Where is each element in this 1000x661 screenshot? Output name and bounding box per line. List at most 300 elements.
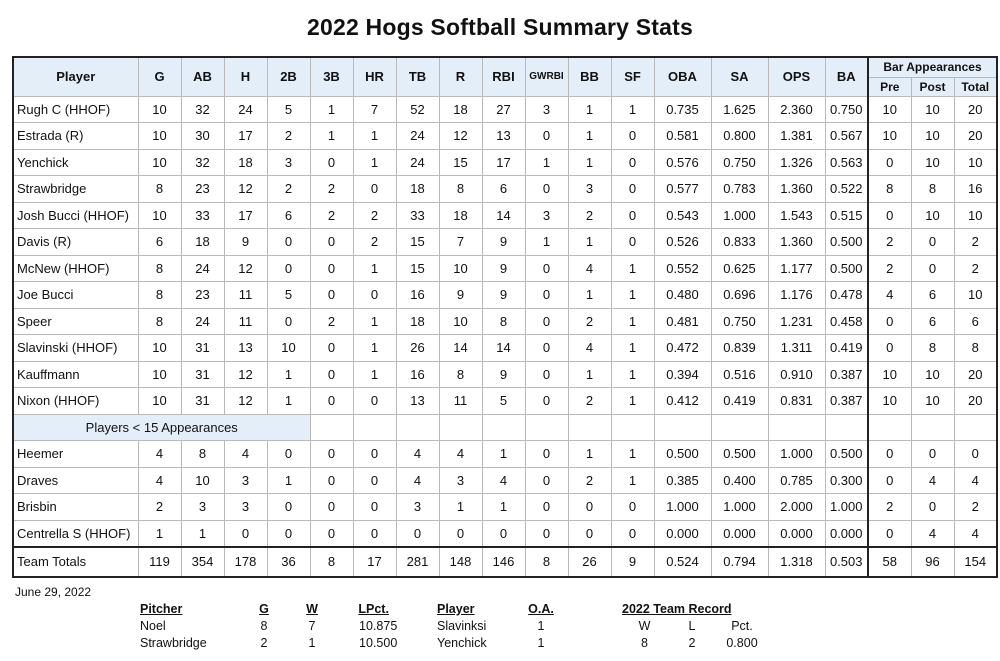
stat-cell: 1.381 xyxy=(768,123,825,150)
player-row xyxy=(13,96,997,123)
player-row xyxy=(13,441,997,468)
stat-cell: 2 xyxy=(310,202,353,229)
stat-cell: 1 xyxy=(611,441,654,468)
stat-cell: 0 xyxy=(353,520,396,547)
stat-cell: 0.500 xyxy=(825,229,868,256)
col-header-rbi: RBI xyxy=(482,57,525,96)
stat-cell: 10 xyxy=(138,388,181,415)
empty-cell xyxy=(396,414,439,441)
stat-cell: 8 xyxy=(439,361,482,388)
stat-cell: 10 xyxy=(954,282,997,309)
footer-cell: 7 xyxy=(308,619,316,633)
stat-cell: 6 xyxy=(138,229,181,256)
stat-cell: 1.543 xyxy=(768,202,825,229)
stat-cell: 10 xyxy=(868,361,911,388)
stat-cell: 1 xyxy=(138,520,181,547)
stat-cell: 15 xyxy=(439,149,482,176)
player-row xyxy=(13,361,997,388)
stat-cell: 17 xyxy=(224,202,267,229)
stat-cell: 18 xyxy=(396,176,439,203)
stat-cell: 8 xyxy=(138,176,181,203)
bar-appearances-header: Bar Appearances xyxy=(868,57,997,77)
stat-cell: 0 xyxy=(525,335,568,362)
stat-cell: 0 xyxy=(954,441,997,468)
stat-cell: 1.231 xyxy=(768,308,825,335)
stat-cell: 10 xyxy=(954,202,997,229)
footer-cell: 2 xyxy=(260,636,268,650)
stat-cell: 32 xyxy=(181,96,224,123)
player-row xyxy=(13,255,997,282)
stat-cell: 1.360 xyxy=(768,176,825,203)
stat-cell: 2.000 xyxy=(768,494,825,521)
stat-cell: 14 xyxy=(439,335,482,362)
stat-cell: 0.400 xyxy=(711,467,768,494)
stat-cell: 33 xyxy=(181,202,224,229)
stat-cell: 1 xyxy=(267,467,310,494)
stat-cell: 0 xyxy=(267,494,310,521)
player-row xyxy=(13,388,997,415)
stat-cell: 11 xyxy=(224,308,267,335)
stat-cell: 17 xyxy=(353,547,396,577)
stat-cell: 0.800 xyxy=(711,123,768,150)
stat-cell: 33 xyxy=(396,202,439,229)
player-name: Nixon (HHOF) xyxy=(13,388,138,415)
stat-cell: 58 xyxy=(868,547,911,577)
footer-cell: 1 xyxy=(537,619,545,633)
stat-cell: 0 xyxy=(267,308,310,335)
col-header-total: Total xyxy=(954,77,997,96)
stat-cell: 10 xyxy=(138,335,181,362)
stat-cell: 17 xyxy=(224,123,267,150)
stat-cell: 0.000 xyxy=(768,520,825,547)
stat-cell: 32 xyxy=(181,149,224,176)
player-row xyxy=(13,467,997,494)
stat-cell: 2 xyxy=(267,176,310,203)
stat-cell: 1 xyxy=(568,123,611,150)
stat-cell: 1 xyxy=(353,255,396,282)
stat-cell: 8 xyxy=(911,335,954,362)
stat-cell: 1 xyxy=(439,494,482,521)
stat-cell: 0 xyxy=(310,520,353,547)
stat-cell: 1.000 xyxy=(711,202,768,229)
empty-cell xyxy=(439,414,482,441)
stat-cell: 0 xyxy=(267,229,310,256)
stat-cell: 1 xyxy=(267,361,310,388)
stat-cell: 8 xyxy=(439,176,482,203)
stat-cell: 10 xyxy=(868,388,911,415)
stat-cell: 10 xyxy=(911,123,954,150)
col-header-hr: HR xyxy=(353,57,396,96)
stat-cell: 18 xyxy=(439,202,482,229)
stat-cell: 13 xyxy=(224,335,267,362)
stat-cell: 0 xyxy=(911,494,954,521)
stat-cell: 7 xyxy=(353,96,396,123)
player-name: Team Totals xyxy=(13,547,138,577)
stat-cell: 0 xyxy=(267,441,310,468)
stat-cell: 0 xyxy=(611,520,654,547)
stat-cell: 1 xyxy=(611,361,654,388)
empty-cell xyxy=(353,414,396,441)
stat-cell: 0.500 xyxy=(654,441,711,468)
stat-cell: 4 xyxy=(439,441,482,468)
stat-cell: 1 xyxy=(611,467,654,494)
player-name: Draves xyxy=(13,467,138,494)
stat-cell: 23 xyxy=(181,282,224,309)
stat-cell: 6 xyxy=(954,308,997,335)
stat-cell: 1 xyxy=(568,149,611,176)
stat-cell: 0.000 xyxy=(825,520,868,547)
stat-cell: 2 xyxy=(310,176,353,203)
stat-cell: 1 xyxy=(310,96,353,123)
stat-cell: 8 xyxy=(138,282,181,309)
footer-header: O.A. xyxy=(528,602,554,616)
stat-cell: 0 xyxy=(267,520,310,547)
player-row xyxy=(13,308,997,335)
stat-cell: 0.500 xyxy=(825,441,868,468)
stat-cell: 0 xyxy=(310,335,353,362)
stat-cell: 0 xyxy=(224,520,267,547)
stat-cell: 3 xyxy=(181,494,224,521)
player-name: Centrella S (HHOF) xyxy=(13,520,138,547)
stat-cell: 8 xyxy=(525,547,568,577)
stat-cell: 0.387 xyxy=(825,388,868,415)
stat-cell: 5 xyxy=(267,282,310,309)
stat-cell: 0 xyxy=(353,441,396,468)
stat-cell: 0 xyxy=(568,494,611,521)
empty-cell xyxy=(611,414,654,441)
player-name: Josh Bucci (HHOF) xyxy=(13,202,138,229)
stat-cell: 0 xyxy=(525,176,568,203)
team-record-header: 2022 Team Record xyxy=(622,602,732,616)
col-header-player: Player xyxy=(13,57,138,96)
stat-cell: 2 xyxy=(868,494,911,521)
empty-cell xyxy=(711,414,768,441)
stat-cell: 0.526 xyxy=(654,229,711,256)
stat-cell: 10 xyxy=(138,96,181,123)
stat-cell: 18 xyxy=(396,308,439,335)
stat-cell: 0 xyxy=(525,494,568,521)
stat-cell: 1 xyxy=(353,308,396,335)
stat-cell: 2 xyxy=(353,202,396,229)
footer-cell: 1 xyxy=(537,636,545,650)
stat-cell: 0.783 xyxy=(711,176,768,203)
stat-cell: 0 xyxy=(525,467,568,494)
stat-cell: 0 xyxy=(396,520,439,547)
stat-cell: 8 xyxy=(868,176,911,203)
footer-cell: Noel xyxy=(140,619,166,633)
empty-cell xyxy=(654,414,711,441)
stat-cell: 6 xyxy=(911,308,954,335)
player-row xyxy=(13,520,997,547)
stat-cell: 0 xyxy=(439,520,482,547)
stat-cell: 31 xyxy=(181,388,224,415)
stat-cell: 0.831 xyxy=(768,388,825,415)
stat-cell: 8 xyxy=(482,308,525,335)
stat-cell: 146 xyxy=(482,547,525,577)
stat-cell: 10 xyxy=(911,96,954,123)
stat-cell: 11 xyxy=(439,388,482,415)
stat-cell: 148 xyxy=(439,547,482,577)
stat-cell: 0.480 xyxy=(654,282,711,309)
stat-cell: 0 xyxy=(868,520,911,547)
stat-cell: 10 xyxy=(439,255,482,282)
stats-table xyxy=(12,56,998,578)
stat-cell: 2 xyxy=(310,308,353,335)
stat-cell: 0.567 xyxy=(825,123,868,150)
record-value: 2 xyxy=(688,636,696,650)
stat-cell: 10 xyxy=(439,308,482,335)
stat-cell: 0.750 xyxy=(711,149,768,176)
stat-cell: 1 xyxy=(353,335,396,362)
stat-cell: 10 xyxy=(911,202,954,229)
stat-cell: 0.500 xyxy=(711,441,768,468)
stat-cell: 1 xyxy=(267,388,310,415)
stat-cell: 0.910 xyxy=(768,361,825,388)
stat-cell: 17 xyxy=(482,149,525,176)
stat-cell: 0 xyxy=(353,388,396,415)
page-title: 2022 Hogs Softball Summary Stats xyxy=(306,14,694,40)
stat-cell: 154 xyxy=(954,547,997,577)
stat-cell: 10 xyxy=(911,388,954,415)
stat-cell: 7 xyxy=(439,229,482,256)
stat-cell: 12 xyxy=(224,388,267,415)
empty-cell xyxy=(768,414,825,441)
stat-cell: 1 xyxy=(611,282,654,309)
stat-cell: 0 xyxy=(868,467,911,494)
stat-cell: 0.839 xyxy=(711,335,768,362)
player-name: Brisbin xyxy=(13,494,138,521)
stat-cell: 0.696 xyxy=(711,282,768,309)
stat-cell: 0 xyxy=(911,229,954,256)
stat-cell: 10 xyxy=(181,467,224,494)
stat-cell: 8 xyxy=(138,255,181,282)
player-name: Strawbridge xyxy=(13,176,138,203)
stat-cell: 0 xyxy=(525,388,568,415)
stat-cell: 0 xyxy=(525,361,568,388)
stat-cell: 12 xyxy=(439,123,482,150)
stat-cell: 0 xyxy=(482,520,525,547)
stat-cell: 0 xyxy=(525,520,568,547)
empty-cell xyxy=(482,414,525,441)
stat-cell: 36 xyxy=(267,547,310,577)
stat-cell: 10 xyxy=(911,149,954,176)
stat-cell: 10 xyxy=(138,149,181,176)
stat-cell: 2.360 xyxy=(768,96,825,123)
stat-cell: 15 xyxy=(396,229,439,256)
footer-cell: 8 xyxy=(260,619,268,633)
stat-cell: 96 xyxy=(911,547,954,577)
col-header-oba: OBA xyxy=(654,57,711,96)
stat-cell: 3 xyxy=(525,202,568,229)
stat-cell: 10 xyxy=(954,149,997,176)
stat-cell: 1.000 xyxy=(825,494,868,521)
stat-cell: 8 xyxy=(954,335,997,362)
stat-cell: 1 xyxy=(568,282,611,309)
stat-cell: 1.311 xyxy=(768,335,825,362)
stat-cell: 16 xyxy=(396,282,439,309)
stat-cell: 0 xyxy=(611,176,654,203)
stat-cell: 0.750 xyxy=(711,308,768,335)
player-name: Yenchick xyxy=(13,149,138,176)
stat-cell: 0 xyxy=(310,255,353,282)
stat-cell: 3 xyxy=(568,176,611,203)
stat-cell: 1 xyxy=(568,96,611,123)
stat-cell: 24 xyxy=(181,308,224,335)
stat-cell: 1 xyxy=(525,149,568,176)
stat-cell: 0 xyxy=(868,149,911,176)
stat-cell: 9 xyxy=(482,229,525,256)
stat-cell: 0.750 xyxy=(825,96,868,123)
stat-cell: 18 xyxy=(181,229,224,256)
col-header-ab: AB xyxy=(181,57,224,96)
stat-cell: 0 xyxy=(868,335,911,362)
stat-cell: 0.500 xyxy=(825,255,868,282)
stat-cell: 0.581 xyxy=(654,123,711,150)
player-name: Heemer xyxy=(13,441,138,468)
stat-cell: 4 xyxy=(396,441,439,468)
empty-cell xyxy=(568,414,611,441)
stat-cell: 0.458 xyxy=(825,308,868,335)
col-header-2b: 2B xyxy=(267,57,310,96)
stat-cell: 4 xyxy=(954,467,997,494)
empty-cell xyxy=(825,414,868,441)
stat-cell: 4 xyxy=(138,467,181,494)
stat-cell: 0 xyxy=(525,255,568,282)
stat-cell: 16 xyxy=(396,361,439,388)
stat-cell: 0 xyxy=(353,467,396,494)
stat-cell: 3 xyxy=(525,96,568,123)
stat-cell: 2 xyxy=(353,229,396,256)
stat-cell: 0 xyxy=(868,441,911,468)
stat-cell: 1 xyxy=(568,441,611,468)
col-header-gwrbi: GWRBI xyxy=(525,57,568,96)
player-row xyxy=(13,229,997,256)
stat-cell: 0 xyxy=(611,149,654,176)
record-value: 8 xyxy=(641,636,648,650)
player-row xyxy=(13,176,997,203)
stat-cell: 0.625 xyxy=(711,255,768,282)
stat-cell: 3 xyxy=(224,494,267,521)
stat-cell: 2 xyxy=(868,229,911,256)
stat-cell: 0.000 xyxy=(654,520,711,547)
stat-cell: 4 xyxy=(482,467,525,494)
player-row xyxy=(13,335,997,362)
stat-cell: 23 xyxy=(181,176,224,203)
stat-cell: 0 xyxy=(310,494,353,521)
stat-cell: 0.833 xyxy=(711,229,768,256)
empty-cell xyxy=(310,414,353,441)
stat-cell: 10 xyxy=(267,335,310,362)
stat-cell: 0 xyxy=(525,308,568,335)
stat-cell: 0.543 xyxy=(654,202,711,229)
footer-header: Pitcher xyxy=(140,602,183,616)
stat-cell: 10 xyxy=(911,361,954,388)
stat-cell: 0.563 xyxy=(825,149,868,176)
player-row xyxy=(13,494,997,521)
player-name: Kauffmann xyxy=(13,361,138,388)
stat-cell: 8 xyxy=(911,176,954,203)
stat-cell: 8 xyxy=(138,308,181,335)
stat-cell: 8 xyxy=(181,441,224,468)
stat-cell: 9 xyxy=(611,547,654,577)
stat-cell: 0.000 xyxy=(711,520,768,547)
footer-cell: 1 xyxy=(308,636,316,650)
footer-header: W xyxy=(306,602,318,616)
stat-cell: 0.522 xyxy=(825,176,868,203)
stat-cell: 18 xyxy=(439,96,482,123)
stat-cell: 0 xyxy=(868,308,911,335)
stat-cell: 2 xyxy=(568,467,611,494)
stat-cell: 0 xyxy=(568,520,611,547)
footer-header: Player xyxy=(437,602,475,616)
stat-cell: 2 xyxy=(954,494,997,521)
col-header-sf: SF xyxy=(611,57,654,96)
stat-cell: 26 xyxy=(568,547,611,577)
footer-header: L xyxy=(358,602,366,616)
stat-cell: 0 xyxy=(868,202,911,229)
col-header-ba: BA xyxy=(825,57,868,96)
stat-cell: 1 xyxy=(310,123,353,150)
player-name: Davis (R) xyxy=(13,229,138,256)
stat-cell: 1 xyxy=(353,361,396,388)
stat-cell: 2 xyxy=(868,255,911,282)
stat-cell: 4 xyxy=(911,467,954,494)
stat-cell: 3 xyxy=(396,494,439,521)
stat-cell: 0.576 xyxy=(654,149,711,176)
stat-cell: 24 xyxy=(224,96,267,123)
stat-cell: 1.176 xyxy=(768,282,825,309)
player-row xyxy=(13,282,997,309)
stat-cell: 5 xyxy=(267,96,310,123)
stat-cell: 0 xyxy=(353,494,396,521)
team-record xyxy=(622,601,767,652)
stat-cell: 1 xyxy=(611,388,654,415)
stat-cell: 20 xyxy=(954,388,997,415)
stat-cell: 0.785 xyxy=(768,467,825,494)
stat-cell: 0 xyxy=(611,123,654,150)
player-name: Joe Bucci xyxy=(13,282,138,309)
stat-cell: 9 xyxy=(482,361,525,388)
stat-cell: 0.577 xyxy=(654,176,711,203)
stat-cell: 0.515 xyxy=(825,202,868,229)
stat-cell: 4 xyxy=(911,520,954,547)
stat-cell: 52 xyxy=(396,96,439,123)
stat-cell: 1.625 xyxy=(711,96,768,123)
empty-cell xyxy=(954,414,997,441)
pitching-summary xyxy=(140,601,416,652)
stat-cell: 20 xyxy=(954,96,997,123)
stat-cell: 16 xyxy=(954,176,997,203)
stat-cell: 4 xyxy=(224,441,267,468)
stat-cell: 281 xyxy=(396,547,439,577)
team-totals-row xyxy=(13,547,997,577)
footer-cell: Yenchick xyxy=(437,636,487,650)
stat-cell: 0.419 xyxy=(711,388,768,415)
stat-cell: 4 xyxy=(868,282,911,309)
stat-cell: 13 xyxy=(396,388,439,415)
stat-cell: 4 xyxy=(568,335,611,362)
stat-cell: 1 xyxy=(525,229,568,256)
stat-cell: 9 xyxy=(482,255,525,282)
stat-cell: 8 xyxy=(310,547,353,577)
stat-cell: 0.503 xyxy=(825,547,868,577)
col-header-r: R xyxy=(439,57,482,96)
stat-cell: 0.412 xyxy=(654,388,711,415)
stat-cell: 0.735 xyxy=(654,96,711,123)
player-name: McNew (HHOF) xyxy=(13,255,138,282)
stat-cell: 14 xyxy=(482,202,525,229)
stat-cell: 0 xyxy=(310,229,353,256)
